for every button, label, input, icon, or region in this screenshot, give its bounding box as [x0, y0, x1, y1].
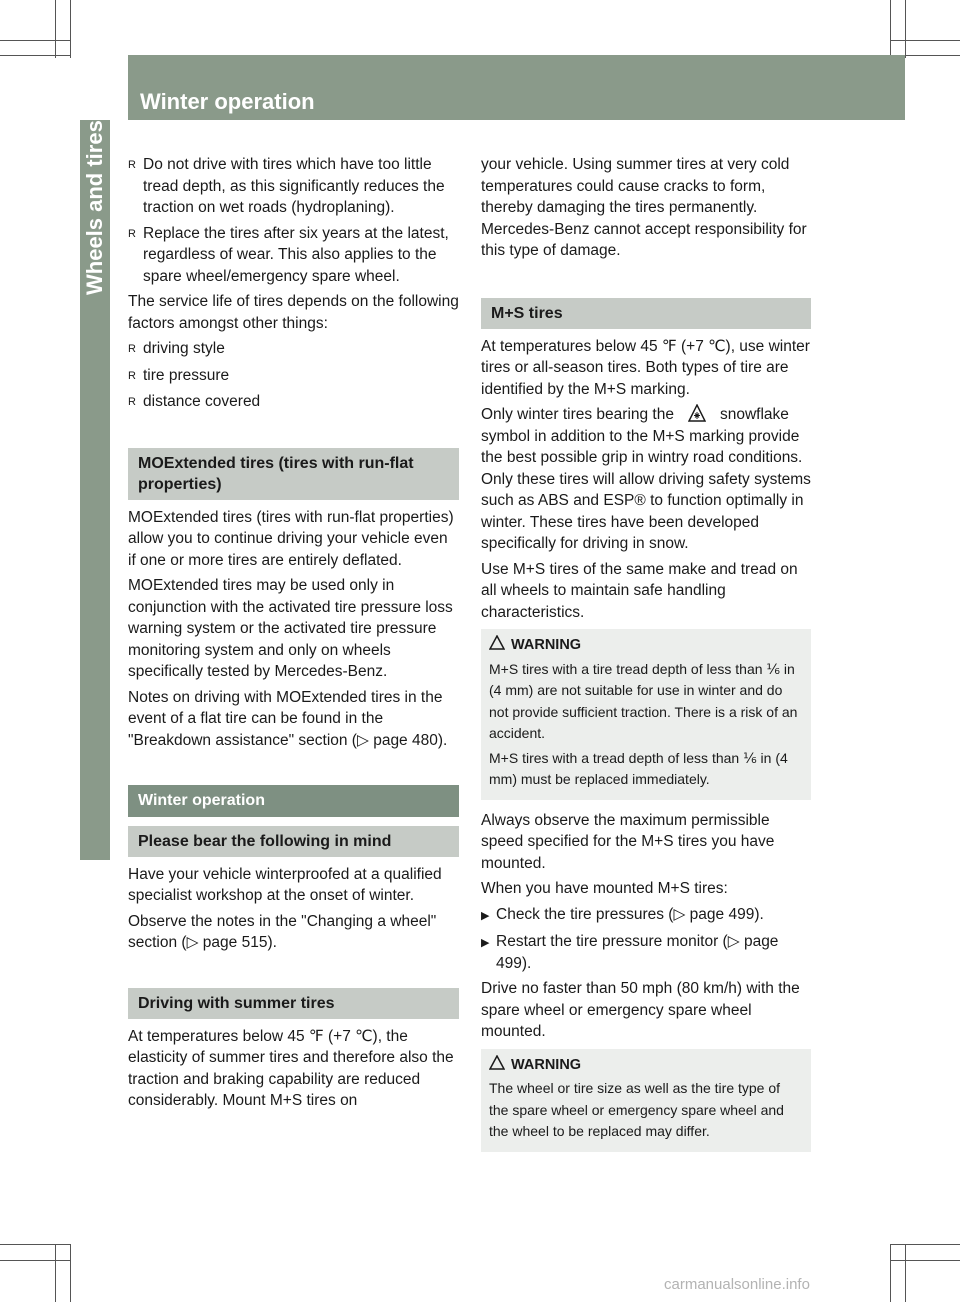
- list-item: R Do not drive with tires which have too little tread depth, as this significantly reduces the traction on wet roads (hydroplaning).: [128, 154, 459, 219]
- bullet-marker-icon: R: [128, 396, 136, 408]
- mind-heading: Please bear the following in mind: [128, 826, 459, 857]
- crop-mark: [890, 1244, 891, 1302]
- crop-mark: [890, 0, 891, 58]
- crop-mark: [890, 1260, 960, 1261]
- mounted-intro: When you have mounted M+S tires:: [481, 880, 728, 897]
- page-title: Winter operation: [140, 89, 315, 114]
- moe-paragraph-3: Notes on driving with MOExtended tires in the event of a flat tire can be found in the "Breakdown assistance" section (▷ page 480).: [128, 688, 448, 749]
- crop-mark: [0, 1244, 70, 1245]
- crop-mark: [55, 0, 56, 58]
- crop-mark: [905, 55, 960, 56]
- action-step-triangle-icon: ▶: [481, 937, 490, 949]
- bullet-marker-icon: R: [128, 227, 136, 240]
- crop-mark: [55, 1244, 56, 1302]
- crop-mark: [0, 1260, 70, 1261]
- ms-paragraph-2: Only winter tires bearing the snowflake symbol in addition to the M+S marking provide the best possible grip in wintry road conditions. Only these tires will allow driving safety systems such as ABS and ESP® to function optimally in winter. These tires have been developed specifically for driving in snow.: [481, 406, 811, 552]
- list-item: R tire pressure: [128, 365, 459, 388]
- crop-mark: [70, 0, 71, 58]
- moe-paragraph-2: MOExtended tires may be used only in conjunction with the activated tire pressure loss warning system or the activated tire pressure monitoring system and only on wheels specifically tested by Mercedes-Benz.: [128, 577, 453, 680]
- left-column: [128, 154, 459, 1116]
- moe-paragraph-1: MOExtended tires (tires with run-flat properties) allow you to continue driving your vehicle even if one or more tires are entirely deflated.: [128, 508, 454, 569]
- bullet-marker-icon: R: [128, 343, 136, 355]
- list-item: R Replace the tires after six years at the latest, regardless of wear. This also applies to the spare wheel/emergency spare wheel.: [128, 223, 459, 288]
- action-step-triangle-icon: ▶: [481, 909, 490, 922]
- speed-paragraph: Always observe the maximum permissible speed specified for the M+S tires you have mounted.: [481, 811, 775, 872]
- side-tab: [80, 120, 110, 860]
- action-step: ▶ Restart the tire pressure monitor (▷ page 499).: [481, 931, 811, 974]
- crop-mark: [905, 1244, 906, 1302]
- snowflake-mountain-icon: [688, 404, 706, 422]
- mind-paragraph-2: Observe the notes in the "Changing a wheel" section (▷ page 515).: [128, 912, 437, 951]
- warning-triangle-icon: [489, 635, 511, 657]
- summer-heading: Driving with summer tires: [128, 988, 459, 1019]
- summer-paragraph: At temperatures below 45 ℉ (+7 ℃), the elasticity of summer tires and therefore also the traction and braking capability are reduced considerably. Mount M+S tires on: [128, 1027, 454, 1109]
- right-column: [481, 154, 811, 1162]
- side-tab-label: Wheels and tires: [82, 120, 107, 295]
- warning-box: [481, 1049, 811, 1152]
- warning-text: The wheel or tire size as well as the tire type of the spare wheel or emergency spare wheel and the wheel to be replaced may differ.: [489, 1080, 784, 1139]
- ms-heading: M+S tires: [481, 298, 811, 329]
- list-item: R distance covered: [128, 391, 459, 414]
- bullet-marker-icon: R: [128, 369, 136, 382]
- action-step: ▶ Check the tire pressures (▷ page 499).: [481, 904, 811, 928]
- bullet-marker-icon: R: [128, 159, 136, 171]
- crop-mark: [0, 40, 70, 41]
- crop-mark: [70, 1244, 71, 1302]
- warning-text: M+S tires with a tire tread depth of less than ⅙ in (4 mm) are not suitable for use in winter and do not provide sufficient traction. There is a risk of an accident.: [489, 660, 798, 741]
- mind-paragraph-1: Have your vehicle winterproofed at a qualified specialist workshop at the onset of winter.: [128, 865, 442, 904]
- watermark: carmanualsonline.info: [664, 1276, 810, 1293]
- warning-text: M+S tires with a tread depth of less than ⅙ in (4 mm) must be replaced immediately.: [489, 749, 788, 787]
- ms-paragraph-1: At temperatures below 45 ℉ (+7 ℃), use winter tires or all-season tires. Both types of tire are identified by the M+S marking.: [481, 337, 810, 398]
- crop-mark: [905, 0, 906, 58]
- warning-box: [481, 629, 811, 800]
- list-item: R driving style: [128, 338, 459, 361]
- page-number: 494: [80, 90, 114, 112]
- warning-title: WARNING: [511, 1056, 582, 1073]
- warning-title: WARNING: [511, 637, 582, 653]
- winter-heading: Winter operation: [128, 785, 459, 817]
- crop-mark: [890, 1244, 960, 1245]
- moe-heading: MOExtended tires (tires with run-flat properties): [128, 448, 459, 500]
- crop-mark: [0, 55, 70, 56]
- crop-mark: [890, 40, 960, 41]
- summer-paragraph-continued: your vehicle. Using summer tires at very cold temperatures could cause cracks to form, thereby damaging the tires permanently. Mercedes-Benz cannot accept responsibility for this type of damage.: [481, 156, 807, 259]
- service-life-intro: The service life of tires depends on the following factors amongst other things:: [128, 293, 459, 332]
- warning-triangle-icon: [489, 1055, 511, 1077]
- ms-paragraph-3: Use M+S tires of the same make and tread on all wheels to maintain safe handling characteristics.: [481, 560, 798, 621]
- spare-wheel-paragraph: Drive no faster than 50 mph (80 km/h) with the spare wheel or emergency spare wheel mounted.: [481, 980, 800, 1040]
